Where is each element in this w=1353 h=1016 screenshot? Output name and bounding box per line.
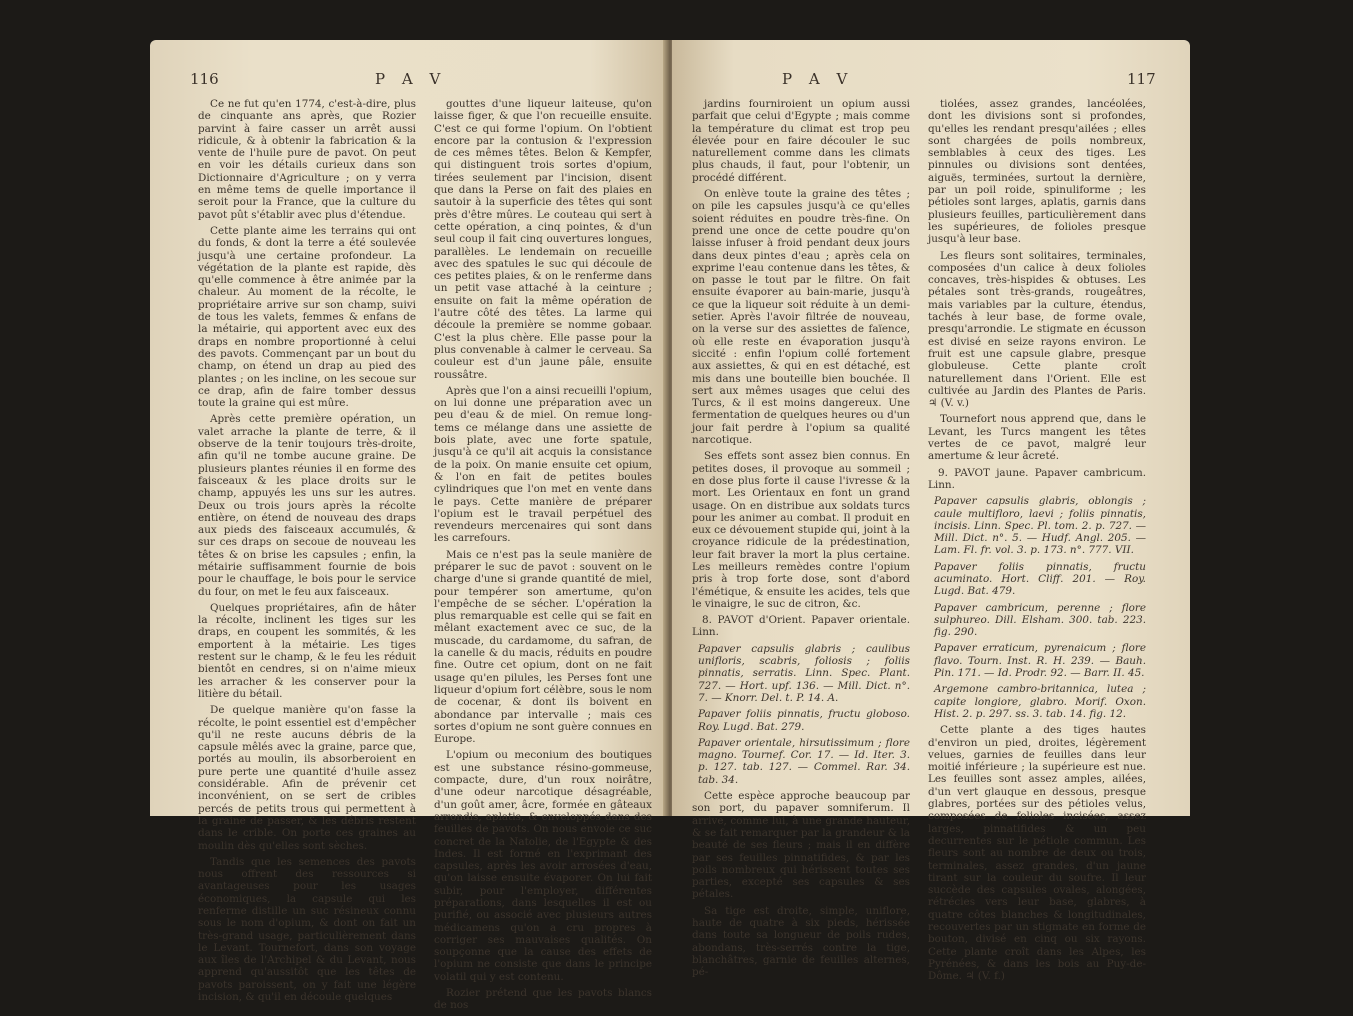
paragraph: Sa tige est droite, simple, uniflore, haute de quatre à six pieds, hérissée dans toute sa longueur de poils rudes, abondans, très-serrés contre la tige, blanchâtres, garnie de feuilles alternes, pé- [692,904,910,979]
paragraph: Cette espèce approche beaucoup par son port, du papaver somniferum. Il arrive, comme lui, à une grande hauteur, & se fait remarquer par la grandeur & la beauté de ses fleurs ; mais il en diffère par ses feuilles pinnatifides, & par les poils nombreux qui hérissent toutes ses parties, excepté ses capsules & ses pétales. [692,790,910,901]
paragraph: On enlève toute la graine des têtes ; on pile les capsules jusqu'à ce qu'elles soient réduites en poudre très-fine. On prend une once de cette poudre qu'on laisse infuser à froid pendant deux jours dans deux pintes d'eau ; après cela on exprime l'eau contenue dans les têtes, & on passe le tout par le filtre. On fait ensuite évaporer au bain-marie, jusqu'à ce que la liqueur soit réduite à un demi-setier. Après l'avoir filtrée de nouveau, on la verse sur des assiettes de faïence, où elle reste en évaporation jusqu'à siccité : enfin l'opium collé fortement aux assiettes, & qui en est détaché, est mis dans une bouteille bien bouchée. Il sert aux mêmes usages que celui des Turcs, & il est moins dangereux. Une fermentation de quelques heures ou d'un jour fait perdre à l'opium sa qualité narcotique. [692,188,910,447]
running-head-right: P A V [782,70,854,88]
paragraph: Les fleurs sont solitaires, terminales, composées d'un calice à deux folioles concaves, très-hispides & obtuses. Les pétales sont très-grands, rougeâtres, mais variables par la culture, étendus, tachés à leur base, de forme ovale, presqu'arrondie. Le stigmate en écusson est divisé en seize rayons environ. Le fruit est une capsule glabre, presque globuleuse. Cette plante croît naturellement dans l'Orient. Elle est cultivée au Jardin des Plantes de Paris. ♃ (V. v.) [928,249,1146,410]
right-page [672,40,1190,983]
right-column-2 [928,98,1146,986]
paragraph: Cette plante aime les terrains qui ont du fonds, & dont la terre a été soulevée jusqu'à une certaine profondeur. La végétation de la plante est rapide, dès qu'elle commence à être animée par la chaleur. Au moment de la récolte, le propriétaire arrive sur son champ, suivi de tous les valets, femmes & enfans de la métairie, qui apportent avec eux des draps en nombre proportionné à celui des pavots. Commençant par un bout du champ, on étend un drap au pied des plantes ; on les incline, on les secoue sur ce drap, afin de faire tomber dessus toute la graine qui est mûre. [198,224,416,410]
paragraph: Ses effets sont assez bien connus. En petites doses, il provoque au sommeil ; en dose plus forte il cause l'ivresse & la mort. Les Orientaux en font un grand usage. On en distribue aux soldats turcs pour les animer au combat. Il produit en eux ce dévouement stupide qui, joint à la croyance ridicule de la prédestination, leur fait braver la mort la plus certaine. Les meilleurs remèdes contre l'opium pris à trop forte dose, sont d'abord l'émétique, & ensuite les acides, tels que le vinaigre, le suc de citron, &c. [692,450,910,610]
paragraph: L'opium ou meconium des boutiques est une substance résino-gommeuse, compacte, dure, d'un roux noirâtre, d'une odeur narcotique désagréable, d'un goût amer, âcre, formée en gâteaux arrondis, aplatis, & enveloppés dans des feuilles de pavots. On nous envoie ce suc concret de la Natolie, de l'Egypte & des Indes. Il est formé en l'exprimant des capsules, après les avoir arrosées d'eau, qu'on laisse ensuite évaporer. On lui fait subir, pour l'employer, différentes préparations, dans lesquelles il est ou purifié, ou associé avec plusieurs autres médicamens qu'on a cru propres à corriger ses mauvaises qualités. On soupçonne que la cause des effets de l'opium ne consiste que dans le principe volatil qui y est contenu. [434,749,652,983]
reference: Papaver orientale, hirsutissimum ; flore magno. Tournef. Cor. 17. — Id. Iter. 3. p. 127. tab. 127. — Commel. Rar. 34. tab. 34. [698,736,910,786]
paragraph: Cette plante a des tiges hautes d'environ un pied, droites, légèrement velues, garnies de feuilles dans leur moitié inférieure ; la supérieure est nue. Les feuilles sont assez amples, ailées, d'un vert glauque en dessous, presque glabres, portées sur des pétioles velus, composées de folioles incisées, assez larges, pinnatifides & un peu decurrentes sur le pétiole commun. Les fleurs sont au nombre de deux ou trois, terminales, assez grandes, d'un jaune tirant sur la couleur du soufre. Il leur succède des capsules ovales, alongées, rétrécies vers leur base, glabres, à quatre côtes blanches & longitudinales, recouvertes par un stigmate en forme de bouton, divisé en cinq ou six rayons. Cette plante croît dans les Alpes, les Pyrénées, & dans les bois au Puy-de-Dôme. ♃ (V. f.) [928,724,1146,983]
reference: Argemone cambro-britannica, lutea ; capite longiore, glabro. Morif. Oxon. Hist. 2. p. 297. ss. 3. tab. 14. fig. 12. [934,683,1146,720]
paragraph: De quelque manière qu'on fasse la récolte, le point essentiel est d'empêcher qu'il ne reste aucuns débris de la capsule mêlés avec la graine, parce que, portés au moulin, ils absorberoient en pure perte une quantité d'huile assez considérable. Afin de prévenir cet inconvénient, on se sert de cribles percés de petits trous qui permettent à la graine de passer, & les débris restent dans le crible. On porte ces graines au moulin dès qu'elles sont sèches. [198,704,416,852]
page-number-left: 116 [190,70,219,88]
left-page [150,40,668,1012]
reference: Papaver capsulis glabris ; caulibus unifloris, scabris, foliosis ; foliis pinnatis, serratis. Linn. Spec. Plant. 727. — Hort. upf. 136. — Mill. Dict. n°. 7. — Knorr. Del. t. P. 14. A. [698,642,910,704]
reference: Papaver erraticum, pyrenaicum ; flore flavo. Tourn. Inst. R. H. 239. — Bauh. Pin. 171. — Id. Prodr. 92. — Barr. II. 45. [934,642,1146,680]
reference: Papaver foliis pinnatis, fructu globoso. Roy. Lugd. Bat. 279. [698,708,910,733]
right-column-1 [692,98,910,982]
species-heading: 8. PAVOT d'Orient. Papaver orientale. Linn. [692,614,910,639]
species-heading: 9. PAVOT jaune. Papaver cambricum. Linn. [928,466,1146,491]
paragraph: tiolées, assez grandes, lancéolées, dont les divisions sont si profondes, qu'elles les rendant presqu'ailées ; elles sont chargées de poils nombreux, semblables à ceux des tiges. Les pinnules ou divisions sont dentées, aiguës, terminées, surtout la dernière, par un poil roide, spinuliforme ; les pétioles sont larges, aplatis, garnis dans plusieurs feuilles, particulièrement dans les supérieures, de folioles presque jusqu'à leur base. [928,98,1146,246]
paragraph: Tandis que les semences des pavots nous offrent des ressources si avantageuses pour les usages économiques, la capsule qui les renferme distille un suc résineux connu sous le nom d'opium, & dont on fait un très-grand usage, particulièrement dans le Levant. Tournefort, dans son voyage aux îles de l'Archipel & du Levant, nous apprend qu'aussitôt que les têtes de pavots paroissent, on y fait une légère incision, & qu'il en découle quelques [198,855,416,1004]
paragraph: Après cette première opération, un valet arrache la plante de terre, & il observe de la tenir toujours très-droite, afin qu'il ne tombe aucune graine. De plusieurs plantes réunies il en forme des faisceaux & les place droits sur le champ, appuyés les uns sur les autres. Deux ou trois jours après la récolte entière, on étend de nouveau des draps aux pieds des faisceaux accumulés, & sur ces draps on secoue de nouveau les têtes & on brise les capsules ; enfin, la métairie suffisamment fournie de bois pour le chauffage, le bois pour le service du four, on met le feu aux faisceaux. [198,413,416,598]
paragraph: jardins fourniroient un opium aussi parfait que celui d'Egypte ; mais comme la température du climat est trop peu élevée pour en faire découler le suc naturellement comme dans les climats plus chauds, il faut, pour l'obtenir, un procédé différent. [692,98,910,184]
reference: Papaver capsulis glabris, oblongis ; caule multifloro, laevi ; foliis pinnatis, incisis. Linn. Spec. Pl. tom. 2. p. 727. — Mill. Dict. n°. 5. — Hudf. Angl. 205. — Lam. Fl. fr. vol. 3. p. 173. n°. 777. VII. [934,495,1146,557]
paragraph: Rozier prétend que les pavots blancs de nos [434,987,652,1012]
paragraph: Quelques propriétaires, afin de hâter la récolte, inclinent les tiges sur les draps, en coupent les sommités, & les emportent à la métairie. Les tiges restent sur le champ, & le feu les réduit bientôt en cendres, si on n'aime mieux les arracher & les conserver pour la litière du bétail. [198,601,416,700]
running-head-left: P A V [375,70,447,88]
reference: Papaver cambricum, perenne ; flore sulphureo. Dill. Elsham. 300. tab. 223. fig. 290. [934,601,1146,639]
reference: Papaver foliis pinnatis, fructu acuminato. Hort. Cliff. 201. — Roy. Lugd. Bat. 479. [934,560,1146,598]
paragraph: gouttes d'une liqueur laiteuse, qu'on laisse figer, & que l'on recueille ensuite. C'est ce qui forme l'opium. On l'obtient encore par la contusion & l'expression de ces mêmes têtes. Belon & Kempfer, qui distinguent trois sortes d'opium, tirées seulement par l'incision, disent que dans la Perse on fait des plaies en sautoir à la superficie des têtes qui sont près d'être mûres. Le couteau qui sert à cette opération, a cinq pointes, & d'un seul coup il fait cinq ouvertures longues, parallèles. Le lendemain on recueille avec des spatules le suc qui découle de ces petites plaies, & on le renferme dans un petit vase attaché à la ceinture ; ensuite on fait la même opération de l'autre côté des têtes. La larme qui découle la première se nomme gobaar. C'est la plus chère. Elle passe pour la plus convenable à calmer le cerveau. Sa couleur est d'un jaune pâle, ensuite roussâtre. [434,98,652,381]
left-column-1 [198,98,416,1007]
paragraph: Mais ce n'est pas la seule manière de préparer le suc de pavot : souvent on le charge d'une si grande quantité de miel, pour tempérer son amertume, qu'on l'empêche de se sécher. L'opération la plus remarquable est celle qui se fait en mêlant exactement avec ce suc, de la muscade, du cardamome, du safran, de la canelle & du macis, réduits en poudre fine. Outre cet opium, dont on ne fait usage qu'en pilules, les Perses font une liqueur d'opium fort célèbre, sous le nom de cocenar, & dont ils boivent en abondance par intervalle ; mais ces sortes d'opium ne sont guère connues en Europe. [434,548,652,746]
paragraph: Après que l'on a ainsi recueilli l'opium, on lui donne une préparation avec un peu d'eau & de miel. On remue long-tems ce mélange dans une assiette de bois plate, avec une forte spatule, jusqu'à ce qu'il ait acquis la consistance de la poix. On manie ensuite cet opium, & l'on en fait de petites boules cylindriques que l'on met en vente dans le pays. Cette manière de préparer l'opium est le travail perpétuel des revendeurs mercenaires qui sont dans les carrefours. [434,384,652,545]
open-book [150,40,1190,1012]
left-column-2 [434,98,652,1016]
paragraph: Ce ne fut qu'en 1774, c'est-à-dire, plus de cinquante ans après, que Rozier parvint à faire casser un arrêt aussi ridicule, & à obtenir la fabrication & la vente de l'huile pure de pavot. On peut en voir les détails curieux dans son Dictionnaire d'Agriculture ; on y verra en même tems de quelle importance il seroit pour la France, que la culture du pavot pût s'établir avec plus d'étendue. [198,98,416,221]
page-number-right: 117 [1127,70,1156,88]
paragraph: Tournefort nous apprend que, dans le Levant, les Turcs mangent les têtes vertes de ce pavot, malgré leur amertume & leur âcreté. [928,413,1146,463]
